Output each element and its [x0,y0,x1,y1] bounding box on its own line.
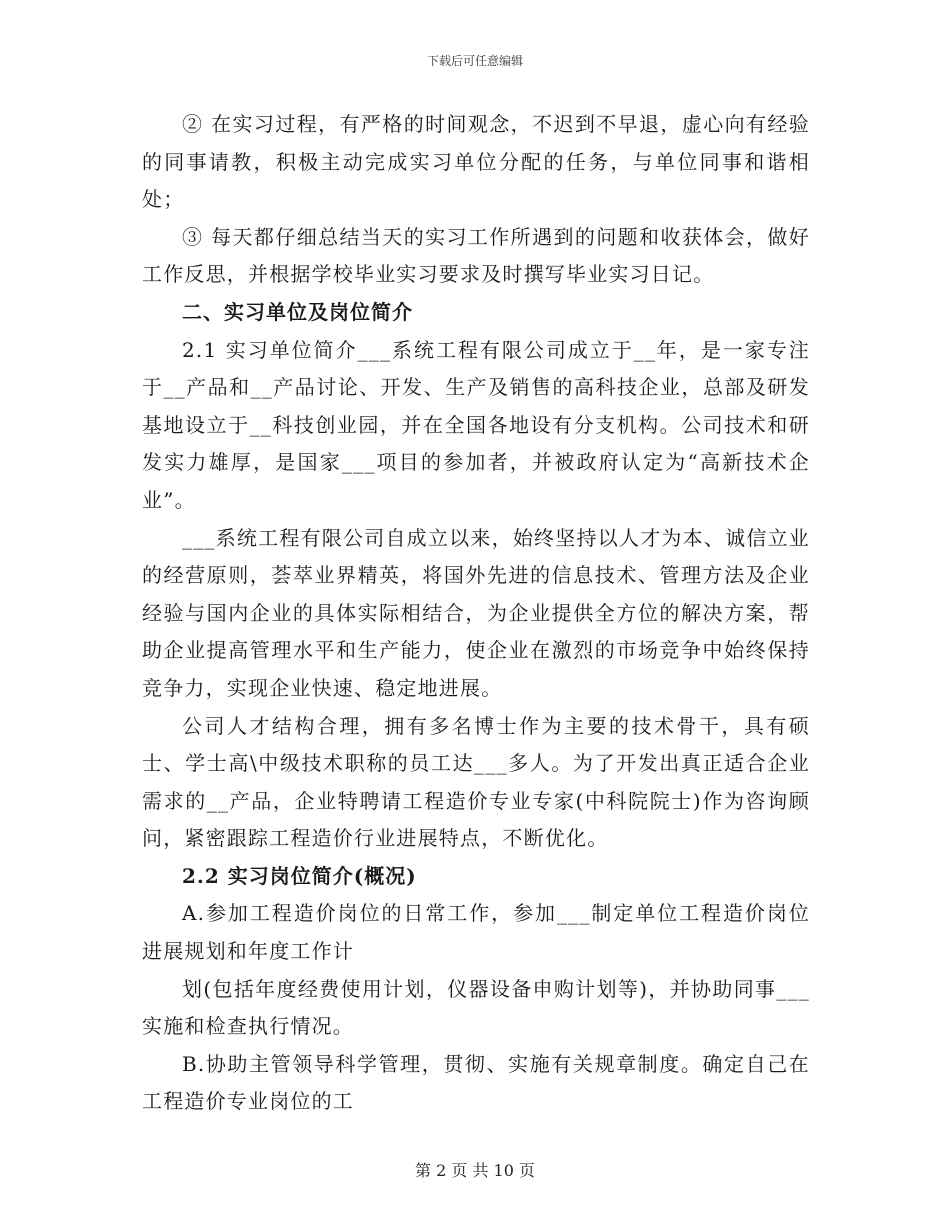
paragraph-item-3: ③ 每天都仔细总结当天的实习工作所遇到的问题和收获体会，做好工作反思，并根据学校毕业实习要求及时撰写毕业实习日记。 [142,224,810,287]
paragraph-item-2: ② 在实习过程，有严格的时间观念，不迟到不早退，虚心向有经验的同事请教，积极主动完成实习单位分配的任务，与单位同事和谐相处； [142,112,810,212]
header-note: 下载后可任意编辑 [426,54,523,68]
paragraph-duty-a: A.参加工程造价岗位的日常工作，参加___制定单位工程造价岗位进展规划和年度工作计 [142,901,810,964]
subsection-heading-position-intro: 2.2 实习岗位简介(概况) [182,863,417,888]
paragraph-company-talent: 公司人才结构合理，拥有多名博士作为主要的技术骨干，具有硕士、学士高\中级技术职称的员工达___多人。为了开发出真正适合企业需求的__产品，企业特聘请工程造价专业专家(中科院院士)作为咨询顾问，紧密跟踪工程造价行业进展特点，不断优化。 [142,713,810,851]
section-heading-unit-and-position: 二、实习单位及岗位简介 [182,299,413,324]
page-number: 第 2 页 共 10 页 [415,1161,535,1180]
document-body [142,106,810,1121]
paragraph-company-principles: ___系统工程有限公司自成立以来，始终坚持以人才为本、诚信立业的经营原则，荟萃业界精英，将国外先进的信息技术、管理方法及企业经验与国内企业的具体实际相结合，为企业提供全方位的解决方案，帮助企业提高管理水平和生产能力，使企业在激烈的市场竞争中始终保持竞争力，实现企业快速、稳定地进展。 [142,525,810,700]
paragraph-unit-intro: 2.1 实习单位简介___系统工程有限公司成立于__年，是一家专注于__产品和__产品讨论、开发、生产及销售的高科技企业，总部及研发基地设立于__科技创业园，并在全国各地设有分支机构。公司技术和研发实力雄厚，是国家___项目的参加者，并被政府认定为“高新技术企业”。 [142,337,810,512]
paragraph-duty-a-continued: 划(包括年度经费使用计划，仪器设备申购计划等)，并协助同事___实施和检查执行情况。 [142,976,810,1039]
paragraph-duty-b: B.协助主管领导科学管理，贯彻、实施有关规章制度。确定自己在工程造价专业岗位的工 [142,1051,810,1114]
